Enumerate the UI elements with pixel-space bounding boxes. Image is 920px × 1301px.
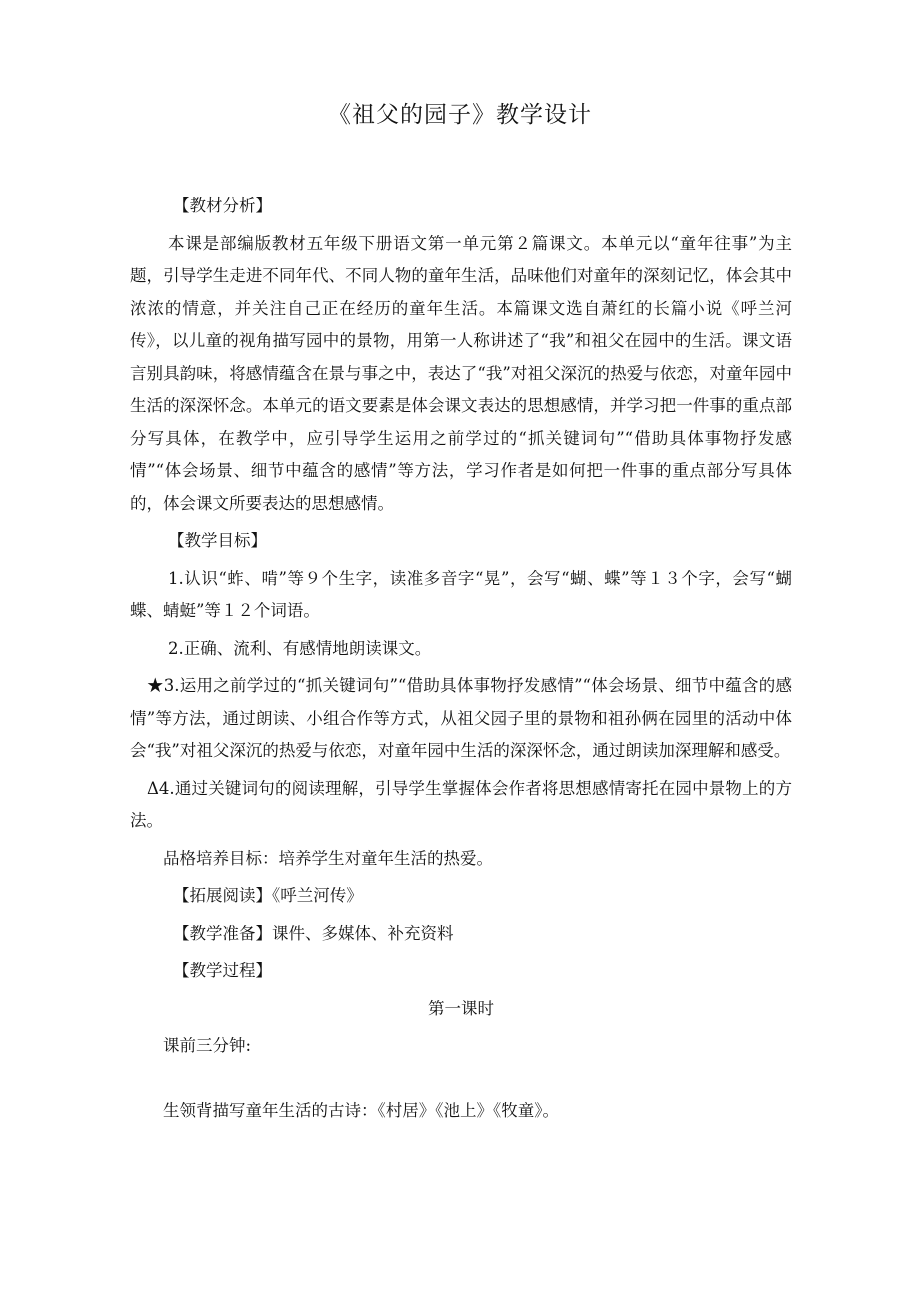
document-body: [130, 190, 792, 1127]
lesson-one-heading: 第一课时: [428, 998, 494, 1018]
process-heading: 【教学过程】: [173, 961, 272, 980]
recitation-text: 生领背描写童年生活的古诗：《村居》《池上》《牧童》。: [163, 1100, 559, 1120]
pre-class-label: 课前三分钟:: [163, 1036, 252, 1055]
goal-item-3: ★3.运用之前学过的“抓关键词句”“借助具体事物抒发感情”“体会场景、细节中蕴含的感情”等方法，通过朗读、小组合作等方式，从祖父园子里的景物和祖孙俩在园里的活动中体会“我”对祖父深沉的热爱与依恋，对童年园中生活的深深怀念，通过朗读加深理解和感受。: [130, 676, 792, 760]
extended-reading: 【拓展阅读】《呼兰河传》: [173, 886, 363, 905]
goals-heading: 【教学目标】: [168, 531, 267, 550]
goal-item-4: Δ4.通过关键词句的阅读理解，引导学生掌握体会作者将思想感情寄托在园中景物上的方法。: [130, 778, 792, 830]
analysis-heading: 【教材分析】: [173, 196, 272, 215]
character-goal: 品格培养目标：培养学生对童年生活的热爱。: [163, 848, 493, 868]
document-title: 《祖父的园子》教学设计: [328, 102, 592, 128]
goal-item-2: 2.正确、流利、有感情地朗读课文。: [168, 638, 432, 658]
analysis-paragraph: 本课是部编版教材五年级下册语文第一单元第２篇课文。本单元以“童年往事”为主题，引导学生走进不同年代、不同人物的童年生活，品味他们对童年的深刻记忆，体会其中浓浓的情意，并关注自己正在经历的童年生活。本篇课文选自萧红的长篇小说《呼兰河传》，以儿童的视角描写园中的景物，用第一人称讲述了“我”和祖父在园中的生活。课文语言别具韵味，将感情蕴含在景与事之中，表达了“我”对祖父深沉的热爱与依恋，对童年园中生活的深深怀念。本单元的语文要素是体会课文表达的思想感情，并学习把一件事的重点部分写具体，在教学中，应引导学生运用之前学过的“抓关键词句”“借助具体事物抒发感情”“体会场景、细节中蕴含的感情”等方法，学习作者是如何把一件事的重点部分写具体的，体会课文所要表达的思想感情。: [130, 233, 792, 513]
teaching-preparation: 【教学准备】课件、多媒体、补充资料: [173, 923, 454, 943]
goal-item-1: 1.认识“蚱、啃”等９个生字，读准多音字“晃”，会写“蝴、蝶”等１３个字，会写“蝴蝶、蜻蜓”等１２个词语。: [130, 568, 792, 620]
